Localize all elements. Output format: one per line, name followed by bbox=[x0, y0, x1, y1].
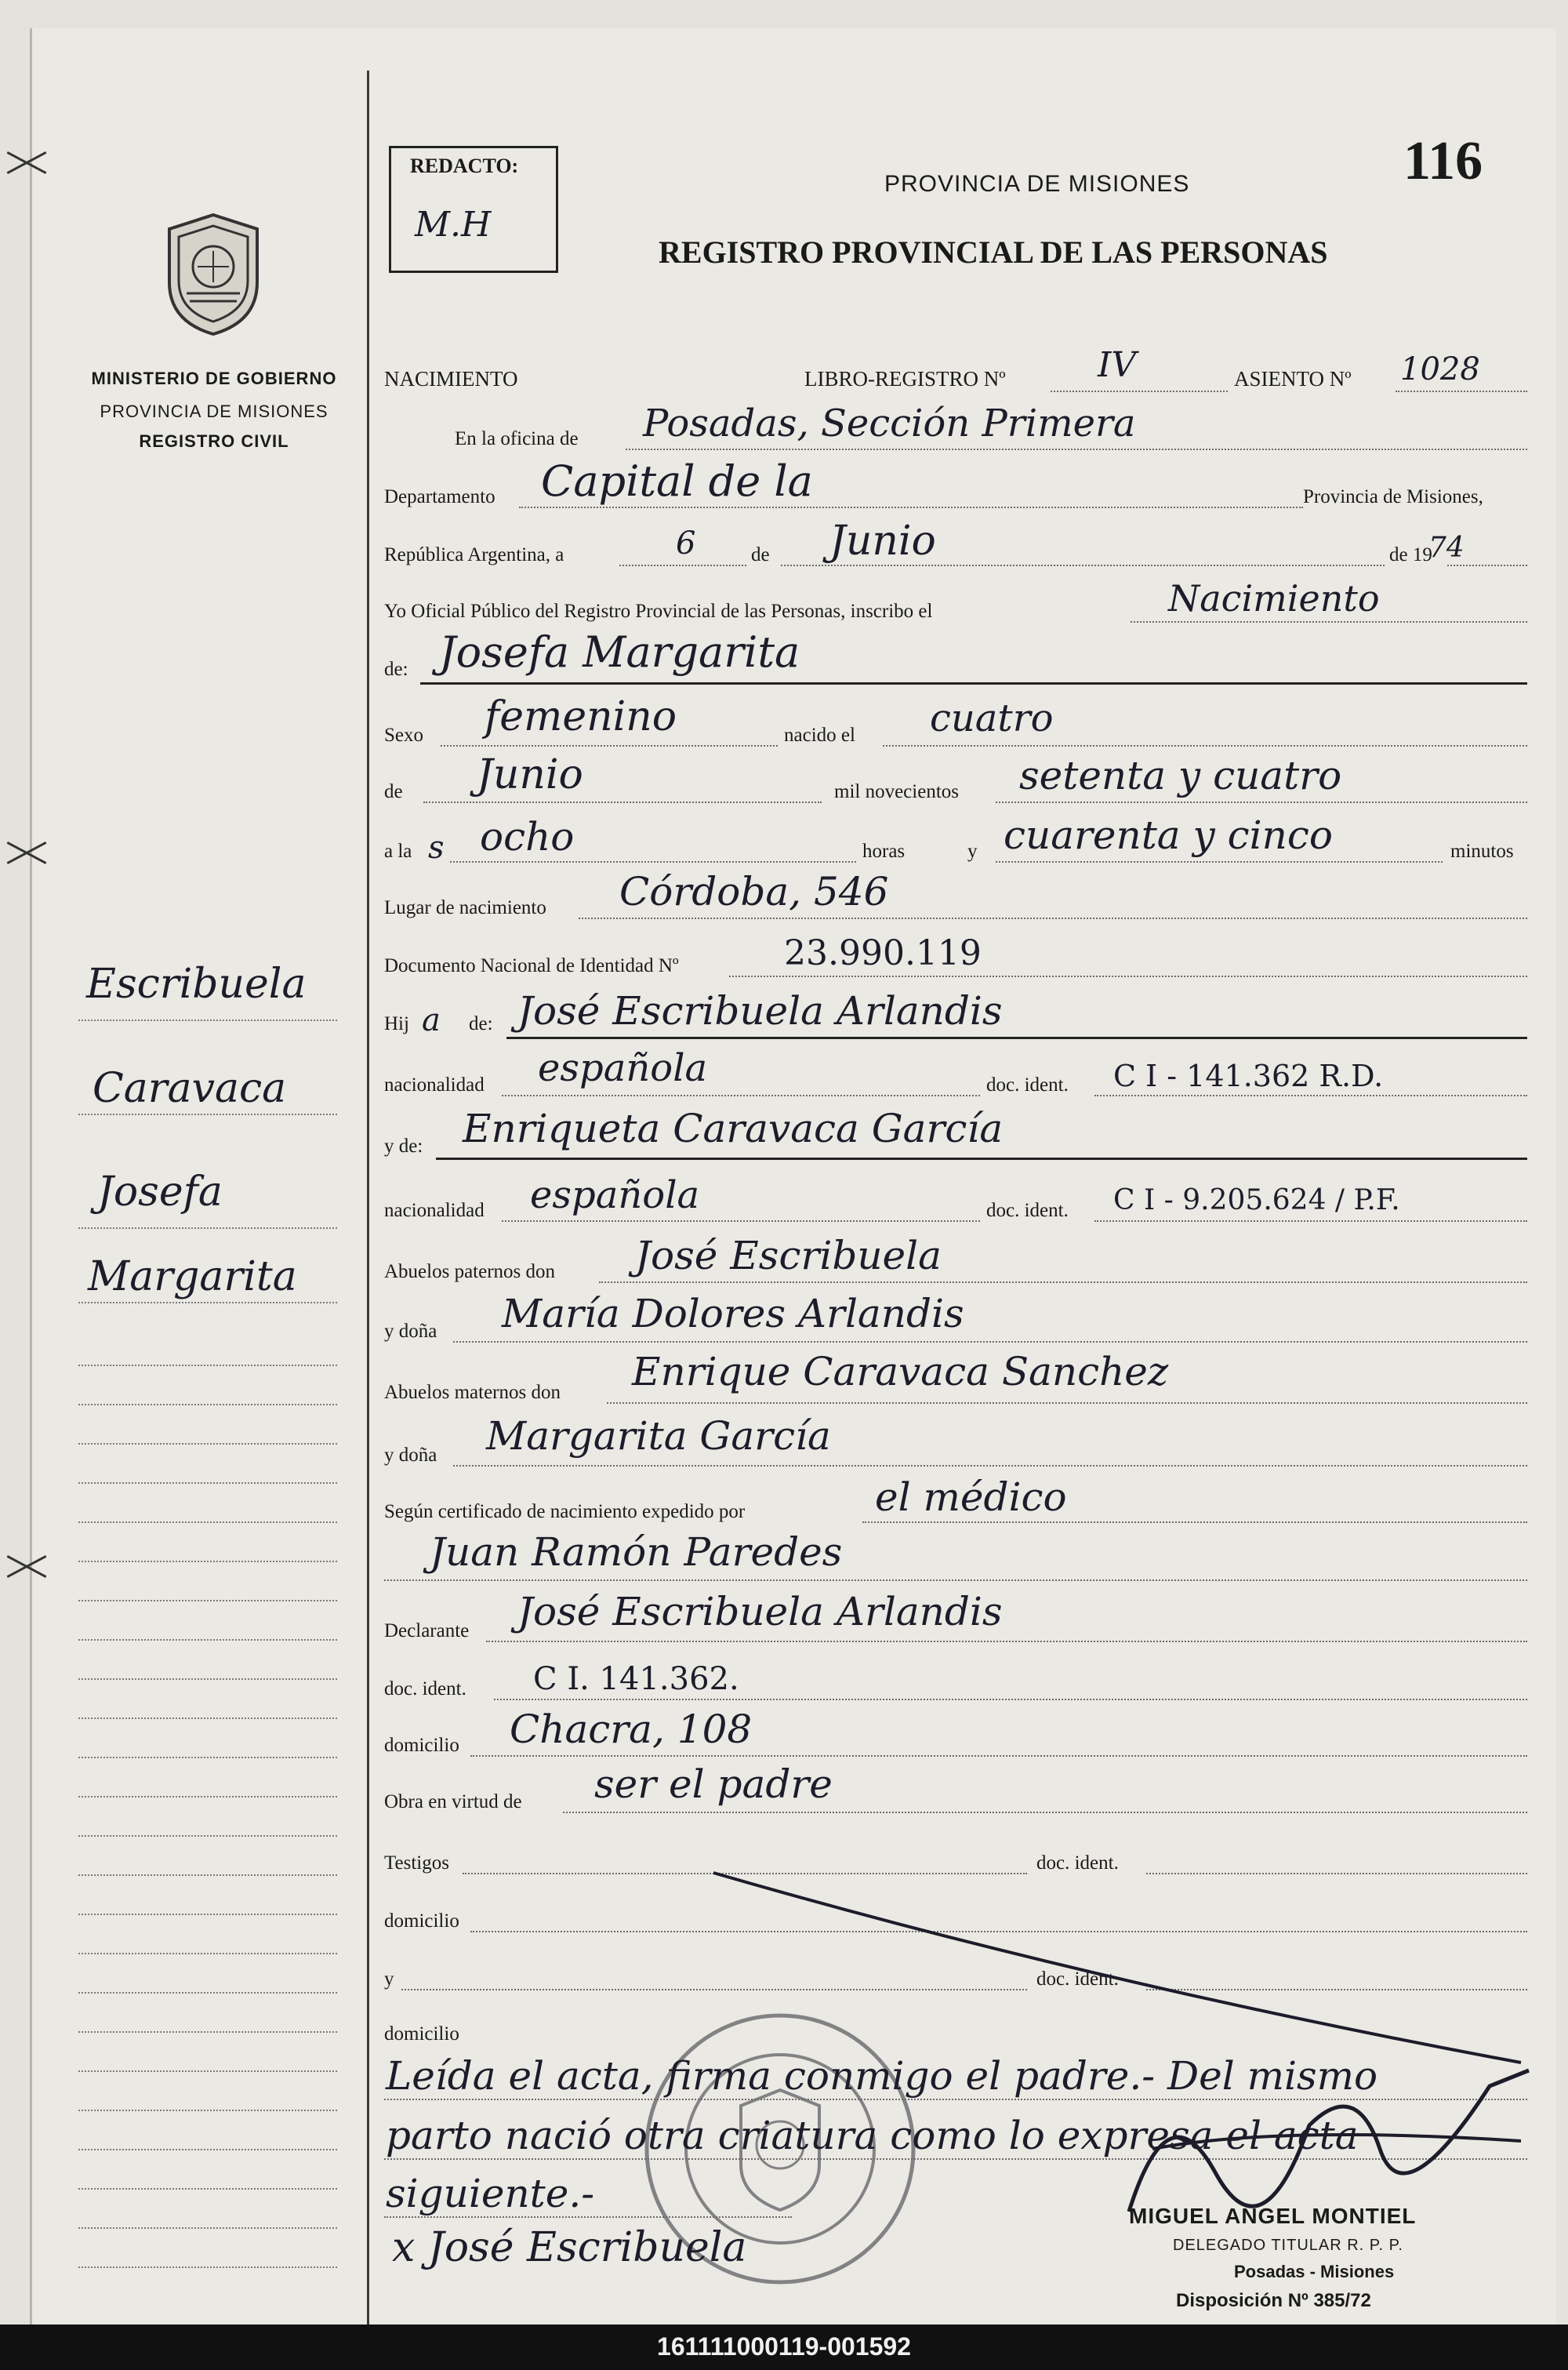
nac2-label: nacionalidad bbox=[384, 1200, 485, 1221]
doc2-label: doc. ident. bbox=[986, 1200, 1069, 1221]
abm-label: Abuelos maternos don bbox=[384, 1382, 561, 1403]
nac1-label: nacionalidad bbox=[384, 1074, 485, 1096]
libro-label: LIBRO-REGISTRO Nº bbox=[804, 367, 1006, 391]
nacido-value: cuatro bbox=[930, 696, 1054, 740]
libro-value: IV bbox=[1098, 345, 1137, 385]
mil-value: setenta y cuatro bbox=[1019, 753, 1342, 798]
ydona2-label: y doña bbox=[384, 1445, 437, 1466]
margin-note-name1: Josefa bbox=[97, 1169, 223, 1216]
doc3-label: doc. ident. bbox=[384, 1678, 466, 1699]
ala-label: a la bbox=[384, 841, 412, 862]
margin-note-surname1: Escribuela bbox=[86, 961, 307, 1008]
medico-value: Juan Ramón Paredes bbox=[430, 1529, 843, 1575]
margin-rule bbox=[367, 71, 369, 2325]
mother-name: Enriqueta Caravaca García bbox=[463, 1106, 1004, 1151]
lugar-label: Lugar de nacimiento bbox=[384, 897, 546, 918]
declarante-value: José Escribuela Arlandis bbox=[517, 1589, 1003, 1634]
page-number: 116 bbox=[1403, 131, 1483, 191]
doc1-label: doc. ident. bbox=[986, 1074, 1069, 1096]
hora-value: ocho bbox=[480, 814, 575, 860]
redacto-label: REDACTO: bbox=[410, 154, 519, 177]
ydona1-label: y doña bbox=[384, 1321, 437, 1342]
abm-value: Enrique Caravaca Sanchez bbox=[632, 1349, 1169, 1394]
testigos-label: Testigos bbox=[384, 1852, 449, 1874]
de-label: de bbox=[751, 544, 770, 565]
dni-label: Documento Nacional de Identidad Nº bbox=[384, 955, 679, 976]
sexo-value: femenino bbox=[485, 693, 677, 740]
province-title: PROVINCIA DE MISIONES bbox=[884, 171, 1190, 197]
ministry-line3: REGISTRO CIVIL bbox=[139, 431, 289, 451]
segun-value: el médico bbox=[875, 1474, 1067, 1520]
oficial-label: Yo Oficial Público del Registro Provincial de las Personas, inscribo el bbox=[384, 601, 933, 622]
abp-label: Abuelos paternos don bbox=[384, 1261, 556, 1282]
dni-value: 23.990.119 bbox=[784, 933, 982, 973]
domicilio-label: domicilio bbox=[384, 1735, 459, 1756]
binding-hole-mark bbox=[0, 1553, 50, 1579]
de3-label: de bbox=[384, 781, 403, 802]
official-name: MIGUEL ANGEL MONTIEL bbox=[1129, 2204, 1417, 2228]
min-value: cuarenta y cinco bbox=[1004, 812, 1333, 858]
closing-line3: siguiente.- bbox=[386, 2171, 595, 2216]
year-label: de 19 bbox=[1389, 544, 1432, 565]
nac1-value: española bbox=[538, 1046, 708, 1090]
registered-name: Josefa Margarita bbox=[439, 627, 800, 677]
doc2-value: C I - 9.205.624 / P.F. bbox=[1113, 1184, 1400, 1216]
binding-hole-mark bbox=[0, 839, 50, 866]
footer-id: 161111000119-001592 bbox=[657, 2332, 911, 2361]
ydona1-value: María Dolores Arlandis bbox=[502, 1291, 964, 1336]
abp-value: José Escribuela bbox=[635, 1233, 942, 1278]
closing-line2: parto nació otra criatura como lo expresa el acta bbox=[386, 2113, 1359, 2158]
sexo-label: Sexo bbox=[384, 725, 423, 746]
oficina-value: Posadas, Sección Primera bbox=[643, 402, 1136, 445]
redacto-value: M.H bbox=[415, 205, 492, 245]
footer-bar bbox=[0, 2325, 1568, 2370]
official-place: Posadas - Misiones bbox=[1234, 2262, 1395, 2281]
doc5-label: doc. ident. bbox=[1036, 1968, 1119, 1990]
month-value: Junio bbox=[829, 518, 936, 565]
doc1-value: C I - 141.362 R.D. bbox=[1113, 1059, 1384, 1093]
redacto-box bbox=[389, 146, 558, 273]
domicilio-value: Chacra, 108 bbox=[510, 1707, 753, 1752]
declarante-signature: x José Escribuela bbox=[392, 2224, 747, 2271]
day-value: 6 bbox=[676, 525, 696, 562]
ydona2-value: Margarita García bbox=[486, 1413, 831, 1459]
father-name: José Escribuela Arlandis bbox=[517, 988, 1003, 1034]
obra-value: ser el padre bbox=[594, 1761, 833, 1807]
horas-suffix: y bbox=[967, 841, 978, 862]
departamento-label: Departamento bbox=[384, 486, 495, 507]
asiento-label: ASIENTO Nº bbox=[1234, 367, 1352, 391]
year-value: 74 bbox=[1428, 532, 1465, 564]
margin-line bbox=[78, 1302, 337, 1303]
departamento-value: Capital de la bbox=[541, 456, 813, 506]
nacido-label: nacido el bbox=[784, 725, 855, 746]
hija-suffix: a bbox=[422, 1002, 441, 1038]
registry-title: REGISTRO PROVINCIAL DE LAS PERSONAS bbox=[659, 234, 1328, 270]
province-seal-icon bbox=[162, 212, 265, 337]
binding-hole-mark bbox=[0, 149, 50, 176]
yde-label: y de: bbox=[384, 1136, 423, 1157]
lugar-value: Córdoba, 546 bbox=[619, 869, 889, 914]
oficina-label: En la oficina de bbox=[455, 428, 579, 449]
ministry-line1: MINISTERIO DE GOBIERNO bbox=[91, 369, 337, 388]
margin-note-surname2: Caravaca bbox=[93, 1065, 287, 1112]
nac2-value: española bbox=[530, 1173, 700, 1217]
republica-label: República Argentina, a bbox=[384, 544, 564, 565]
doc4-label: doc. ident. bbox=[1036, 1852, 1119, 1874]
margin-line bbox=[78, 1227, 337, 1229]
obra-label: Obra en virtud de bbox=[384, 1791, 522, 1812]
horas-label: horas bbox=[862, 841, 906, 862]
margin-line bbox=[78, 1020, 337, 1021]
closing-line1: Leída el acta, firma conmigo el padre.- Del mismo bbox=[386, 2053, 1378, 2099]
mes-value: Junio bbox=[477, 751, 583, 798]
oficial-value: Nacimiento bbox=[1168, 577, 1380, 620]
ala-suffix: s bbox=[428, 830, 445, 866]
hija-label: Hij bbox=[384, 1013, 409, 1034]
hija-de-label: de: bbox=[469, 1013, 493, 1034]
doc3-value: C I. 141.362. bbox=[533, 1661, 739, 1697]
official-signature-icon bbox=[1121, 2055, 1537, 2227]
minutos-label: minutos bbox=[1450, 841, 1514, 862]
de2-label: de: bbox=[384, 659, 408, 680]
segun-label: Según certificado de nacimiento expedido por bbox=[384, 1501, 746, 1522]
official-title: DELEGADO TITULAR R. P. P. bbox=[1173, 2237, 1403, 2254]
margin-line bbox=[78, 1114, 337, 1115]
mil-label: mil novecientos bbox=[834, 781, 959, 802]
y-label: y bbox=[384, 1968, 394, 1990]
domicilio2-label: domicilio bbox=[384, 1910, 459, 1932]
provincia-label: Provincia de Misiones, bbox=[1303, 486, 1483, 507]
type-label: NACIMIENTO bbox=[384, 367, 518, 391]
domicilio3-label: domicilio bbox=[384, 2023, 459, 2045]
asiento-value: 1028 bbox=[1400, 351, 1480, 387]
official-disposicion: Disposición Nº 385/72 bbox=[1176, 2290, 1371, 2311]
declarante-label: Declarante bbox=[384, 1620, 470, 1641]
ministry-line2: PROVINCIA DE MISIONES bbox=[100, 402, 328, 421]
margin-note-name2: Margarita bbox=[88, 1253, 297, 1300]
